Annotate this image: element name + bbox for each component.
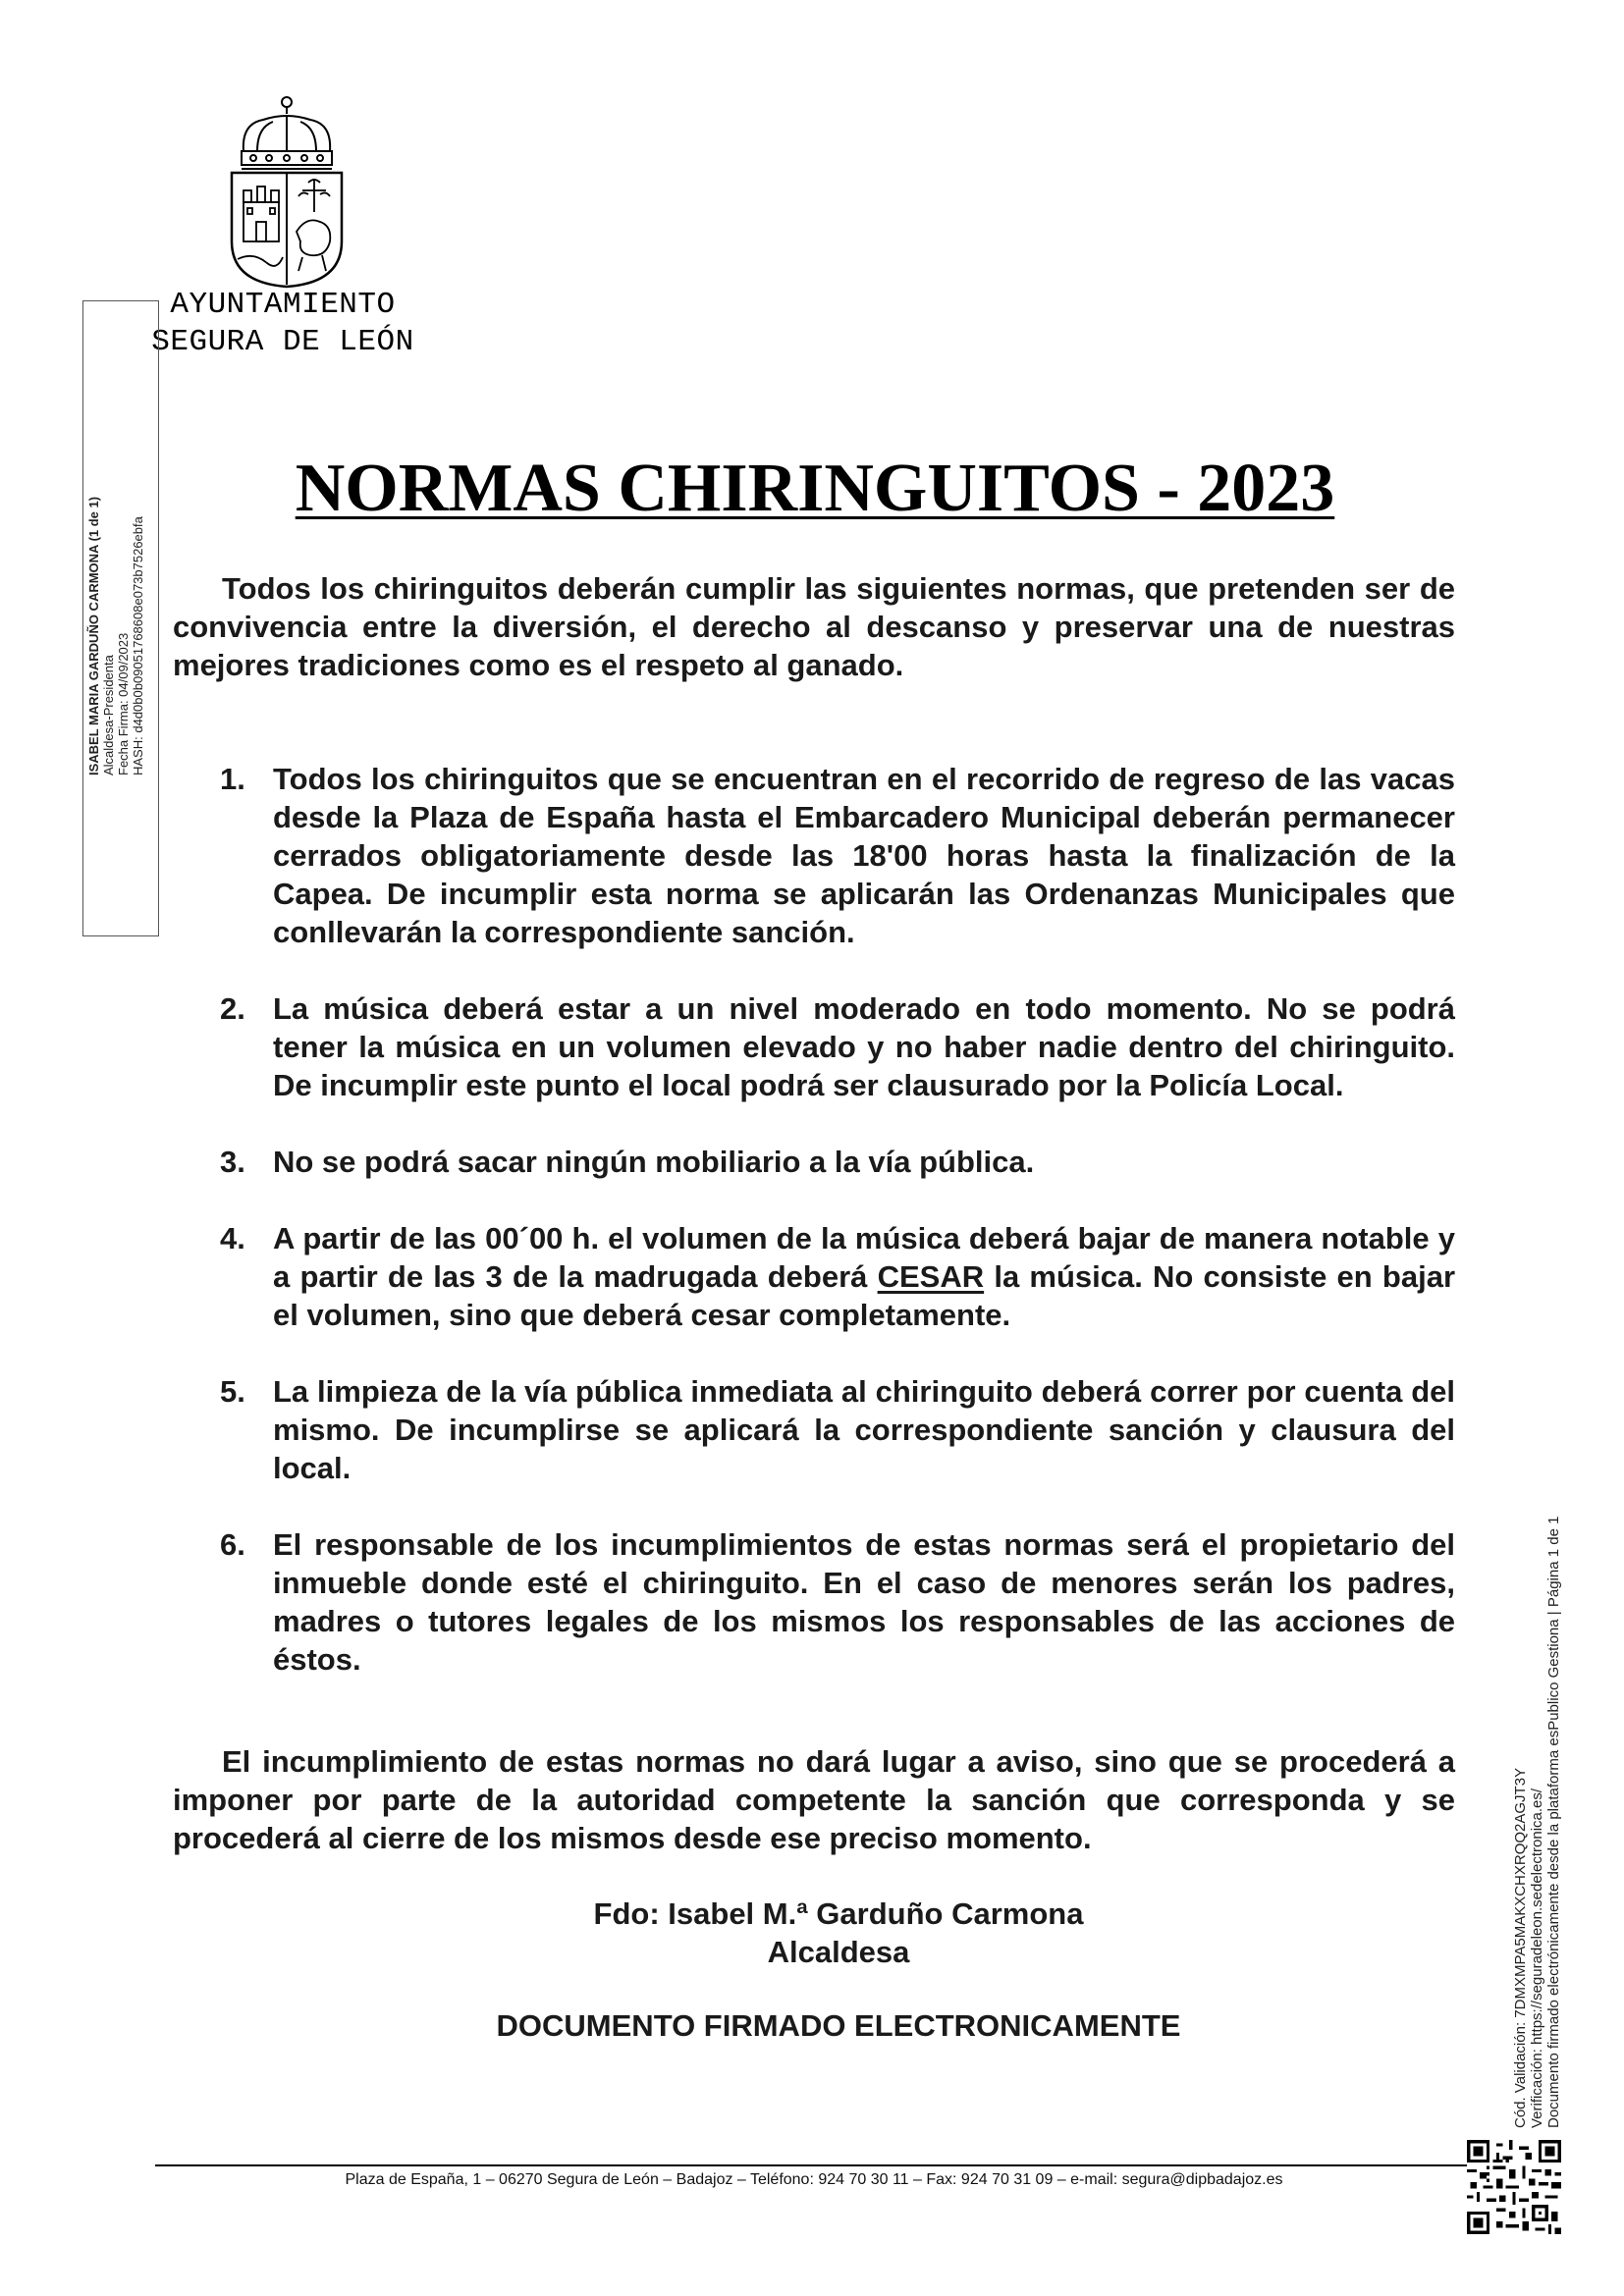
- rule-item: [173, 1219, 1455, 1334]
- rule-text: No se podrá sacar ningún mobiliario a la vía pública.: [273, 1145, 1035, 1179]
- rule-item: [173, 989, 1455, 1104]
- closing-paragraph: El incumplimiento de estas normas no dará lugar a aviso, sino que se procederá a imponer por parte de la autoridad competente la sanción que corresponda y se procederá al cierre de los mismos desde ese preciso momento.: [173, 1744, 1455, 1855]
- rule-text-before: A partir de las 00´00 h. el volumen de la música deberá bajar de manera notable y a partir de las 3 de la madrugada deberá: [273, 1221, 1455, 1294]
- platform-notice: Documento firmado electrónicamente desde la plataforma esPublico Gestiona | Página 1 de 1: [1545, 1516, 1562, 2128]
- rule-number: 1.: [220, 762, 245, 796]
- footer-address: Plaza de España, 1 – 06270 Segura de León – Badajoz – Teléfono: 924 70 30 11 – Fax: 924 70 31 09 – e-mail: segura@dipbadajoz.es: [345, 2171, 1283, 2188]
- rule-text-after: la música. No consiste en bajar el volumen, sino que deberá cesar completamente.: [273, 1259, 1456, 1332]
- rule-text: Todos los chiringuitos que se encuentran en el recorrido de regreso de las vacas desde la Plaza de España hasta el Embarcadero Municipal deberán permanecer cerrados obligatoriamente desde las 18'00 horas hasta la finalización de la Capea. De incumplir esta norma se aplicarán las Ordenanzas Municipales que conllevarán la correspondiente sanción.: [273, 762, 1455, 949]
- rule-text: La limpieza de la vía pública inmediata al chiringuito deberá correr por cuenta del mismo. De incumplirse se aplicará la correspondiente sanción y clausura del local.: [273, 1374, 1455, 1485]
- verification-block: [1512, 1402, 1562, 2128]
- qr-code-icon: [1467, 2140, 1561, 2234]
- signer-name: ISABEL MARIA GARDUÑO CARMONA (1 de 1): [86, 496, 101, 775]
- org-line-2: SEGURA DE LEÓN: [151, 325, 414, 359]
- validation-code: Cód. Validación: 7DMXMPA5MAKXCHXRQQ2AGJT3Y: [1512, 1767, 1529, 2128]
- electronic-signature-notice: DOCUMENTO FIRMADO ELECTRONICAMENTE: [496, 2008, 1181, 2043]
- signature-hash: HASH: d4d0b0b09051768608e073b7526ebfa: [131, 516, 145, 775]
- rule-number: 6.: [220, 1527, 245, 1562]
- rule-item: [173, 1143, 1455, 1181]
- rule-text: La música deberá estar a un nivel moderado en todo momento. No se podrá tener la música en un volumen elevado y no haber nadie dentro del chiringuito. De incumplir este punto el local podrá ser clausurado por la Policía Local.: [273, 991, 1455, 1102]
- rules-list: [173, 760, 1455, 1717]
- municipality-name: [126, 287, 440, 361]
- rule-text: El responsable de los incumplimientos de estas normas será el propietario del inmueble donde esté el chiringuito. En el caso de menores serán los padres, madres o tutores legales de los mismos los responsables de las acciones de éstos.: [273, 1527, 1455, 1677]
- rule-item: [173, 1372, 1455, 1487]
- rule-number: 4.: [220, 1221, 245, 1255]
- signer-role: Alcaldesa: [767, 1935, 910, 1969]
- rule-item: [173, 760, 1455, 951]
- signature-date: Fecha Firma: 04/09/2023: [116, 632, 131, 775]
- footer-divider: [155, 2164, 1473, 2166]
- signature-block: [348, 1895, 1329, 1971]
- signed-by: Fdo: Isabel M.ª Garduño Carmona: [593, 1896, 1084, 1931]
- rule-item: [173, 1525, 1455, 1679]
- coat-of-arms-icon: [224, 94, 350, 291]
- org-line-1: AYUNTAMIENTO: [170, 288, 396, 322]
- signer-position: Alcaldesa-Presidenta: [101, 655, 116, 775]
- verification-url: Verificación: https://seguradeleon.sedelectronica.es/: [1529, 1788, 1545, 2128]
- document-title: NORMAS CHIRINGUITOS - 2023: [295, 451, 1335, 526]
- rule-number: 5.: [220, 1374, 245, 1409]
- rule-number: 2.: [220, 991, 245, 1026]
- rule-number: 3.: [220, 1145, 245, 1179]
- signature-stamp: [86, 461, 145, 775]
- intro-paragraph: Todos los chiringuitos deberán cumplir las siguientes normas, que pretenden ser de convivencia entre la diversión, el derecho al descanso y preservar una de nuestras mejores tradiciones como es el respeto al ganado.: [173, 571, 1455, 682]
- rule-text-emphasis: CESAR: [877, 1259, 985, 1294]
